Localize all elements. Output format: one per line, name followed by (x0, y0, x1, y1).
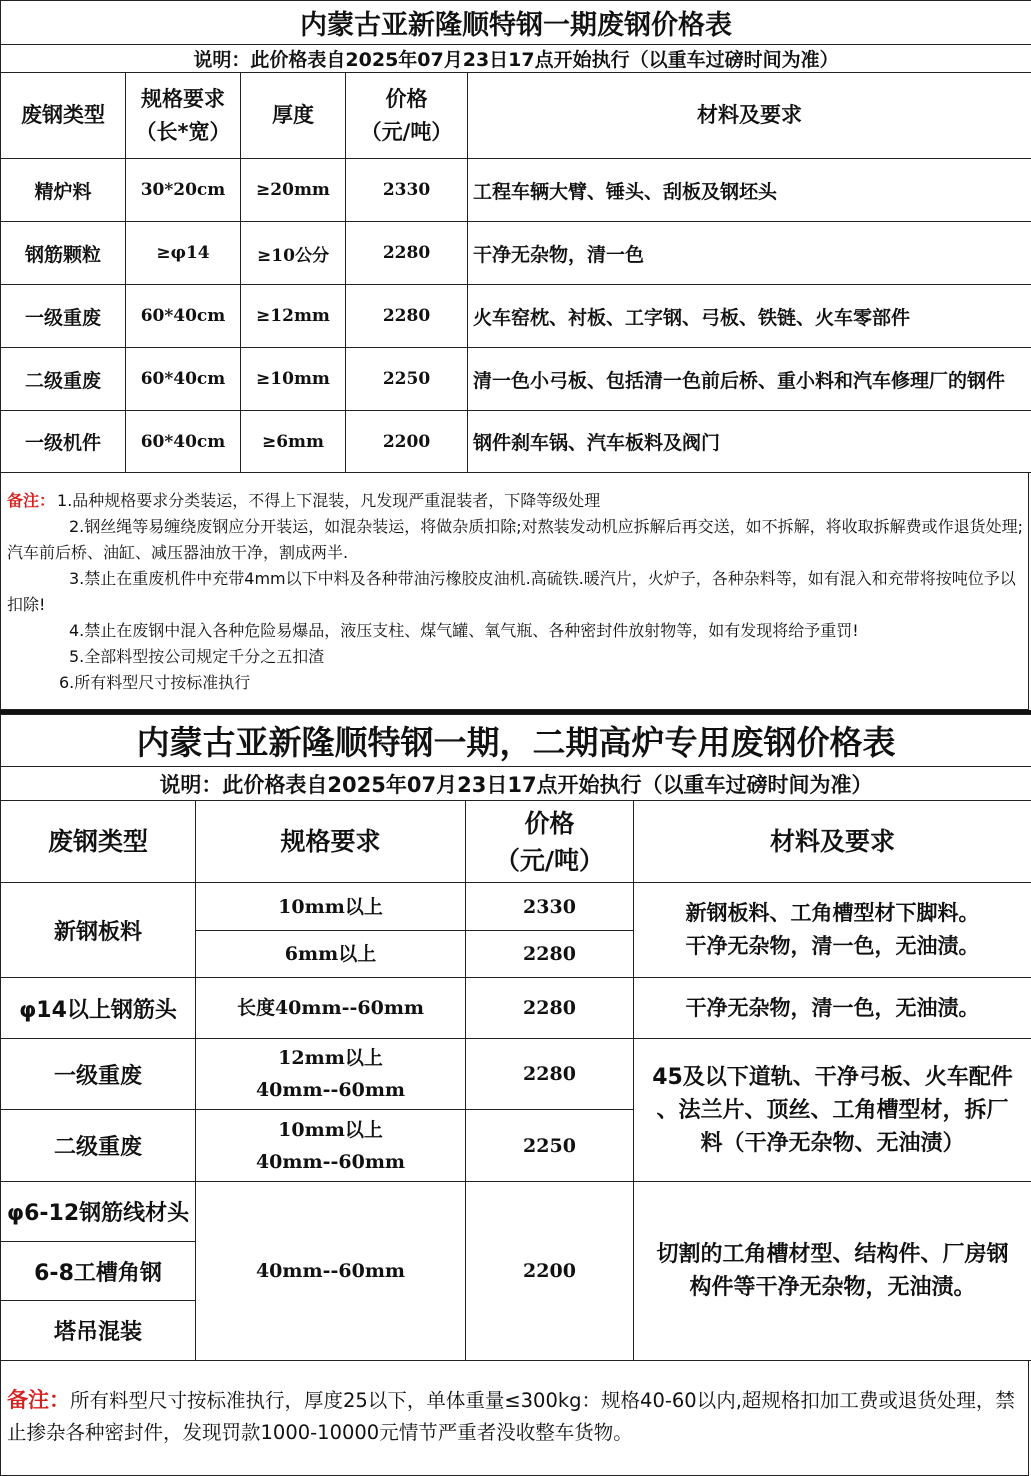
cell-thickness: ≥10mm (241, 348, 346, 411)
cell-type: 精炉料 (1, 159, 126, 222)
note-line: 备注： 1.品种规格要求分类装运，不得上下混装，凡发现严重混装者，下降等级处理 (7, 491, 601, 510)
note-line: 3.禁止在重废机件中充带4mm以下中料及各种带油污橡胶皮油机.高硫铁.暖汽片，火炉子，各种杂料等，如有混入和充带将按吨位予以扣除! (7, 569, 1016, 614)
cell-price: 2280 (466, 931, 634, 978)
header-type: 废钢类型 (1, 73, 126, 159)
cell-spec: 60*40cm (126, 411, 241, 473)
cell-price: 2280 (346, 222, 468, 285)
table-row (1, 411, 1031, 473)
cell-material: 火车窑枕、衬板、工字钢、弓板、铁链、火车零部件 (468, 285, 1031, 348)
cell-price: 2200 (466, 1182, 634, 1361)
cell-price: 2280 (466, 1039, 634, 1110)
cell-price: 2250 (466, 1110, 634, 1182)
notes-label: 备注： (7, 491, 56, 510)
cell-type: 二级重废 (1, 1110, 196, 1182)
cell-type: 一级机件 (1, 411, 126, 473)
cell-type: 钢筋颗粒 (1, 222, 126, 285)
header-spec: 规格要求 (196, 801, 466, 883)
cell-price: 2250 (346, 348, 468, 411)
cell-material: 新钢板料、工角槽型材下脚料。 干净无杂物，清一色，无油渍。 (634, 883, 1031, 978)
cell-type: φ6-12钢筋线材头 (1, 1182, 196, 1242)
cell-price: 2280 (346, 285, 468, 348)
table-row (1, 222, 1031, 285)
cell-spec: 6mm以上 (196, 931, 466, 978)
cell-material: 干净无杂物，清一色，无油渍。 (634, 978, 1031, 1039)
cell-price: 2280 (466, 978, 634, 1039)
cell-material: 钢件刹车锅、汽车板料及阀门 (468, 411, 1031, 473)
cell-type: 塔吊混装 (1, 1301, 196, 1361)
table-row (1, 883, 1031, 931)
cell-spec: 12mm以上 40mm--60mm (196, 1039, 466, 1110)
table2-subtitle: 说明：此价格表自2025年07月23日17点开始执行（以重车过磅时间为准） (1, 767, 1031, 801)
cell-material: 工程车辆大臂、锤头、刮板及钢坯头 (468, 159, 1031, 222)
cell-type: 6-8工槽角钢 (1, 1242, 196, 1301)
cell-type: 一级重废 (1, 285, 126, 348)
cell-spec: 40mm--60mm (196, 1182, 466, 1361)
table1-subtitle: 说明：此价格表自2025年07月23日17点开始执行（以重车过磅时间为准） (1, 45, 1031, 73)
cell-material: 45及以下道轨、干净弓板、火车配件 、法兰片、顶丝、工角槽型材，拆厂 料（干净无杂物、无油渍） (634, 1039, 1031, 1182)
table1-notes (0, 472, 1029, 710)
price-table-1 (0, 0, 1031, 473)
cell-spec: 长度40mm--60mm (196, 978, 466, 1039)
cell-thickness: ≥20mm (241, 159, 346, 222)
header-thickness: 厚度 (241, 73, 346, 159)
notes-text: 所有料型尺寸按标准执行，厚度25以下，单体重量≤300kg：规格40-60以内,超规格扣加工费或退货处理，禁止掺杂各种密封件，发现罚款1000-10000元情节严重者没收整车货物。 (7, 1389, 1015, 1444)
cell-type: φ14以上钢筋头 (1, 978, 196, 1039)
table-row (1, 348, 1031, 411)
note-line: 2.钢丝绳等易缠绕废钢应分开装运，如混杂装运，将做杂质扣除;对熬装发动机应拆解后再交送，如不拆解，将收取拆解费或作退货处理;汽车前后桥、油缸、减压器油放干净，割成两半. (7, 517, 1024, 562)
table-row (1, 285, 1031, 348)
cell-type: 一级重废 (1, 1039, 196, 1110)
table2-notes (0, 1360, 1029, 1476)
table1-title: 内蒙古亚新隆顺特钢一期废钢价格表 (1, 1, 1031, 45)
cell-price: 2330 (466, 883, 634, 931)
note-line: 4.禁止在废钢中混入各种危险易爆品，液压支柱、煤气罐、氧气瓶、各种密封件放射物等，如有发现将给予重罚! (69, 621, 859, 640)
cell-spec: 10mm以上 40mm--60mm (196, 1110, 466, 1182)
header-type: 废钢类型 (1, 801, 196, 883)
header-material: 材料及要求 (634, 801, 1031, 883)
cell-material: 清一色小弓板、包括清一色前后桥、重小料和汽车修理厂的钢件 (468, 348, 1031, 411)
cell-spec: 30*20cm (126, 159, 241, 222)
cell-type: 二级重废 (1, 348, 126, 411)
cell-spec: 60*40cm (126, 348, 241, 411)
note-line: 6.所有料型尺寸按标准执行 (59, 673, 251, 692)
cell-thickness: ≥12mm (241, 285, 346, 348)
header-price: 价格 （元/吨） (346, 73, 468, 159)
cell-price: 2200 (346, 411, 468, 473)
table-row (1, 1039, 1031, 1110)
notes-label: 备注： (7, 1388, 70, 1412)
table2-title: 内蒙古亚新隆顺特钢一期，二期高炉专用废钢价格表 (1, 715, 1031, 767)
cell-material: 干净无杂物，清一色 (468, 222, 1031, 285)
table-row (1, 1182, 1031, 1242)
note-line: 5.全部料型按公司规定千分之五扣渣 (69, 647, 325, 666)
header-material: 材料及要求 (468, 73, 1031, 159)
cell-material: 切割的工角槽材型、结构件、厂房钢 构件等干净无杂物，无油渍。 (634, 1182, 1031, 1361)
cell-spec: 10mm以上 (196, 883, 466, 931)
price-table-2 (0, 714, 1031, 1361)
cell-thickness: ≥10公分 (241, 222, 346, 285)
header-spec: 规格要求 （长*宽） (126, 73, 241, 159)
cell-spec: 60*40cm (126, 285, 241, 348)
cell-type: 新钢板料 (1, 883, 196, 978)
cell-spec: ≥φ14 (126, 222, 241, 285)
cell-price: 2330 (346, 159, 468, 222)
cell-thickness: ≥6mm (241, 411, 346, 473)
table-row (1, 159, 1031, 222)
table-row (1, 978, 1031, 1039)
header-price: 价格 （元/吨） (466, 801, 634, 883)
